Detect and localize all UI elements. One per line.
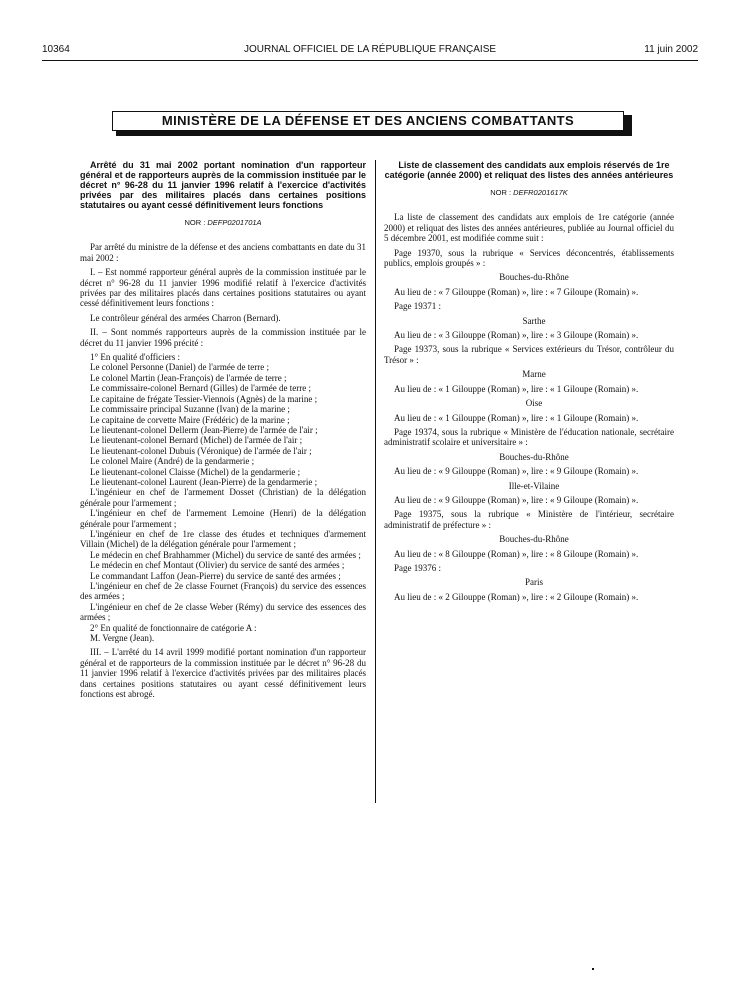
officer-item: Le colonel Personne (Daniel) de l'armée de terre ; xyxy=(90,362,270,373)
officer-item: Le commissaire-colonel Bernard (Gilles) de l'armée de terre ; xyxy=(90,383,312,394)
department-heading: Oise xyxy=(525,398,543,409)
department-heading: Marne xyxy=(522,369,546,380)
nor-code: DEFR0201617K xyxy=(513,188,568,197)
page-reference: Page 19374, sous la rubrique « Ministère de l'éducation nationale, secrétaire administratif scolaire et universitaire » : xyxy=(384,426,674,448)
officers-list xyxy=(80,362,366,622)
department-heading: Bouches-du-Rhône xyxy=(499,272,569,283)
officer-item: Le colonel Martin (Jean-François) de l'armée de terre ; xyxy=(90,372,287,383)
officer-item: Le médecin en chef Brahhammer (Michel) du service de santé des armées ; xyxy=(90,549,361,560)
officer-item: Le commandant Laffon (Jean-Pierre) du service de santé des armées ; xyxy=(90,570,341,581)
department-heading: Ille-et-Vilaine xyxy=(508,480,560,491)
page-header xyxy=(42,40,698,58)
ministry-title: MINISTÈRE DE LA DÉFENSE ET DES ANCIENS COMBATTANTS xyxy=(112,111,624,131)
publication-date: 11 juin 2002 xyxy=(644,44,698,55)
right-column xyxy=(384,160,674,606)
decree-intro: Par arrêté du ministre de la défense et des anciens combattants en date du 31 mai 2002 : xyxy=(80,242,366,263)
article-1: I. – Est nommé rapporteur général auprès de la commission instituée par le décret n° 96-28 du 11 janvier 1996 modifié relatif à l'exercice d'activités privées par des militaires placés dans certaines positions statutaires ou ayant cessé définitivement leurs fonctions : xyxy=(80,267,366,309)
article-2: II. – Sont nommés rapporteurs auprès de la commission instituée par le décret du 11 janvier 1996 précité : xyxy=(80,327,366,348)
officer-item: Le commissaire principal Suzanne (Ivan) de la marine ; xyxy=(90,404,290,415)
correction: Au lieu de : « 8 Gilouppe (Roman) », lire : « 8 Giloupe (Romain) ». xyxy=(394,548,639,559)
officer-item: L'ingénieur en chef de 1re classe des études et techniques d'armement Villain (Michel) de la délégation générale pour l'armement ; xyxy=(80,528,366,550)
nor-label: NOR : xyxy=(490,188,514,197)
department-heading: Bouches-du-Rhône xyxy=(499,534,569,545)
department-heading: Paris xyxy=(525,577,543,588)
officers-heading: 1° En qualité d'officiers : xyxy=(90,352,181,363)
page-reference: Page 19373, sous la rubrique « Services extérieurs du Trésor, contrôleur du Trésor » : xyxy=(384,344,674,365)
nor-label: NOR : xyxy=(184,218,208,227)
officer-item: Le lieutenant-colonel Laurent (Jean-Pierre) de la gendarmerie ; xyxy=(90,476,318,487)
officer-item: Le lieutenant-colonel Bernard (Michel) de l'armée de l'air ; xyxy=(90,435,303,446)
page-reference: Page 19375, sous la rubrique « Ministère de l'intérieur, secrétaire administratif de préfecture » : xyxy=(384,509,674,530)
left-column xyxy=(80,160,366,703)
list-intro: La liste de classement des candidats aux emplois de 1re catégorie (année 2000) et reliquat des listes des années antérieures, publiée au Journal officiel du 5 décembre 2001, est modifiée comme suit : xyxy=(384,212,674,244)
correction: Au lieu de : « 3 Gilouppe (Roman) », lire : « 3 Giloupe (Romain) ». xyxy=(394,330,639,341)
header-rule xyxy=(42,60,698,61)
correction: Au lieu de : « 1 Gilouppe (Roman) », lire : « 1 Giloupe (Romain) ». xyxy=(394,412,639,423)
ministry-banner xyxy=(112,111,634,138)
officer-item: Le médecin en chef Montaut (Olivier) du service de santé des armées ; xyxy=(90,560,345,571)
officer-item: Le lieutenant-colonel Dellerm (Jean-Pierre) de l'armée de l'air ; xyxy=(90,424,318,435)
department-heading: Sarthe xyxy=(522,315,546,326)
nor-reference xyxy=(384,188,674,198)
page-number: 10364 xyxy=(42,44,70,55)
officer-item: L'ingénieur en chef de l'armement Dosset (Christian) de la délégation générale pour l'armement ; xyxy=(80,487,366,508)
correction: Au lieu de : « 9 Gilouppe (Roman) », lire : « 9 Giloupe (Romain) ». xyxy=(394,494,639,505)
officer-item: L'ingénieur en chef de 2e classe Fournet (François) du service des essences des armées ; xyxy=(80,581,366,602)
nor-code: DEFP0201701A xyxy=(207,218,262,227)
civil-servant-name: M. Vergne (Jean). xyxy=(90,633,155,644)
correction: Au lieu de : « 2 Gilouppe (Roman) », lire : « 2 Giloupe (Romain) ». xyxy=(394,591,639,602)
column-divider xyxy=(375,160,376,803)
journal-title: JOURNAL OFFICIEL DE LA RÉPUBLIQUE FRANÇAISE xyxy=(243,44,497,55)
correction: Au lieu de : « 7 Gilouppe (Roman) », lire : « 7 Giloupe (Romain) ». xyxy=(394,286,639,297)
officer-item: Le colonel Maire (André) de la gendarmerie ; xyxy=(90,456,255,467)
page-reference: Page 19376 : xyxy=(394,562,441,573)
department-heading: Bouches-du-Rhône xyxy=(499,451,569,462)
correction: Au lieu de : « 1 Gilouppe (Roman) », lire : « 1 Giloupe (Romain) ». xyxy=(394,383,639,394)
list-title: Liste de classement des candidats aux emplois réservés de 1re catégorie (année 2000) et reliquat des listes des années antérieures xyxy=(384,160,674,180)
officer-item: Le capitaine de frégate Tessier-Viennois (Agnès) de la marine ; xyxy=(90,393,318,404)
stray-mark xyxy=(592,968,594,970)
nor-reference xyxy=(80,218,366,228)
correction: Au lieu de : « 9 Gilouppe (Roman) », lire : « 9 Giloupe (Romain) ». xyxy=(394,466,639,477)
officer-item: Le capitaine de corvette Maire (Frédéric) de la marine ; xyxy=(90,414,290,425)
article-3: III. – L'arrêté du 14 avril 1999 modifié portant nomination d'un rapporteur général et de rapporteurs de la commission instituée par le décret n° 96-28 du 11 janvier 1996 relatif à l'exercice d'activités privées par des militaires placés dans certaines positions statutaires ou ayant cessé définitivement leurs fonctions est abrogé. xyxy=(80,647,366,700)
civil-servant-heading: 2° En qualité de fonctionnaire de catégorie A : xyxy=(90,622,257,633)
officer-item: Le lieutenant-colonel Claisse (Michel) de la gendarmerie ; xyxy=(90,466,301,477)
page-reference: Page 19370, sous la rubrique « Services déconcentrés, établissements publics, emplois groupés » : xyxy=(384,247,674,269)
officer-item: L'ingénieur en chef de l'armement Lemoine (Henri) de la délégation générale pour l'armement ; xyxy=(80,508,366,529)
decree-title: Arrêté du 31 mai 2002 portant nomination d'un rapporteur général et de rapporteurs auprès de la commission instituée par le décret n° 96-28 du 11 janvier 1996 relatif à l'exercice d'activités privées par des militaires placés dans certaines positions statutaires ou ayant cessé définitivement leurs fonctions xyxy=(80,160,366,210)
officer-item: Le lieutenant-colonel Dubuis (Véronique) de l'armée de l'air ; xyxy=(90,445,312,456)
page-reference: Page 19371 : xyxy=(394,301,441,312)
officer-item: L'ingénieur en chef de 2e classe Weber (Rémy) du service des essences des armées ; xyxy=(80,601,366,623)
article-1-appointee: Le contrôleur général des armées Charron (Bernard). xyxy=(90,312,281,323)
